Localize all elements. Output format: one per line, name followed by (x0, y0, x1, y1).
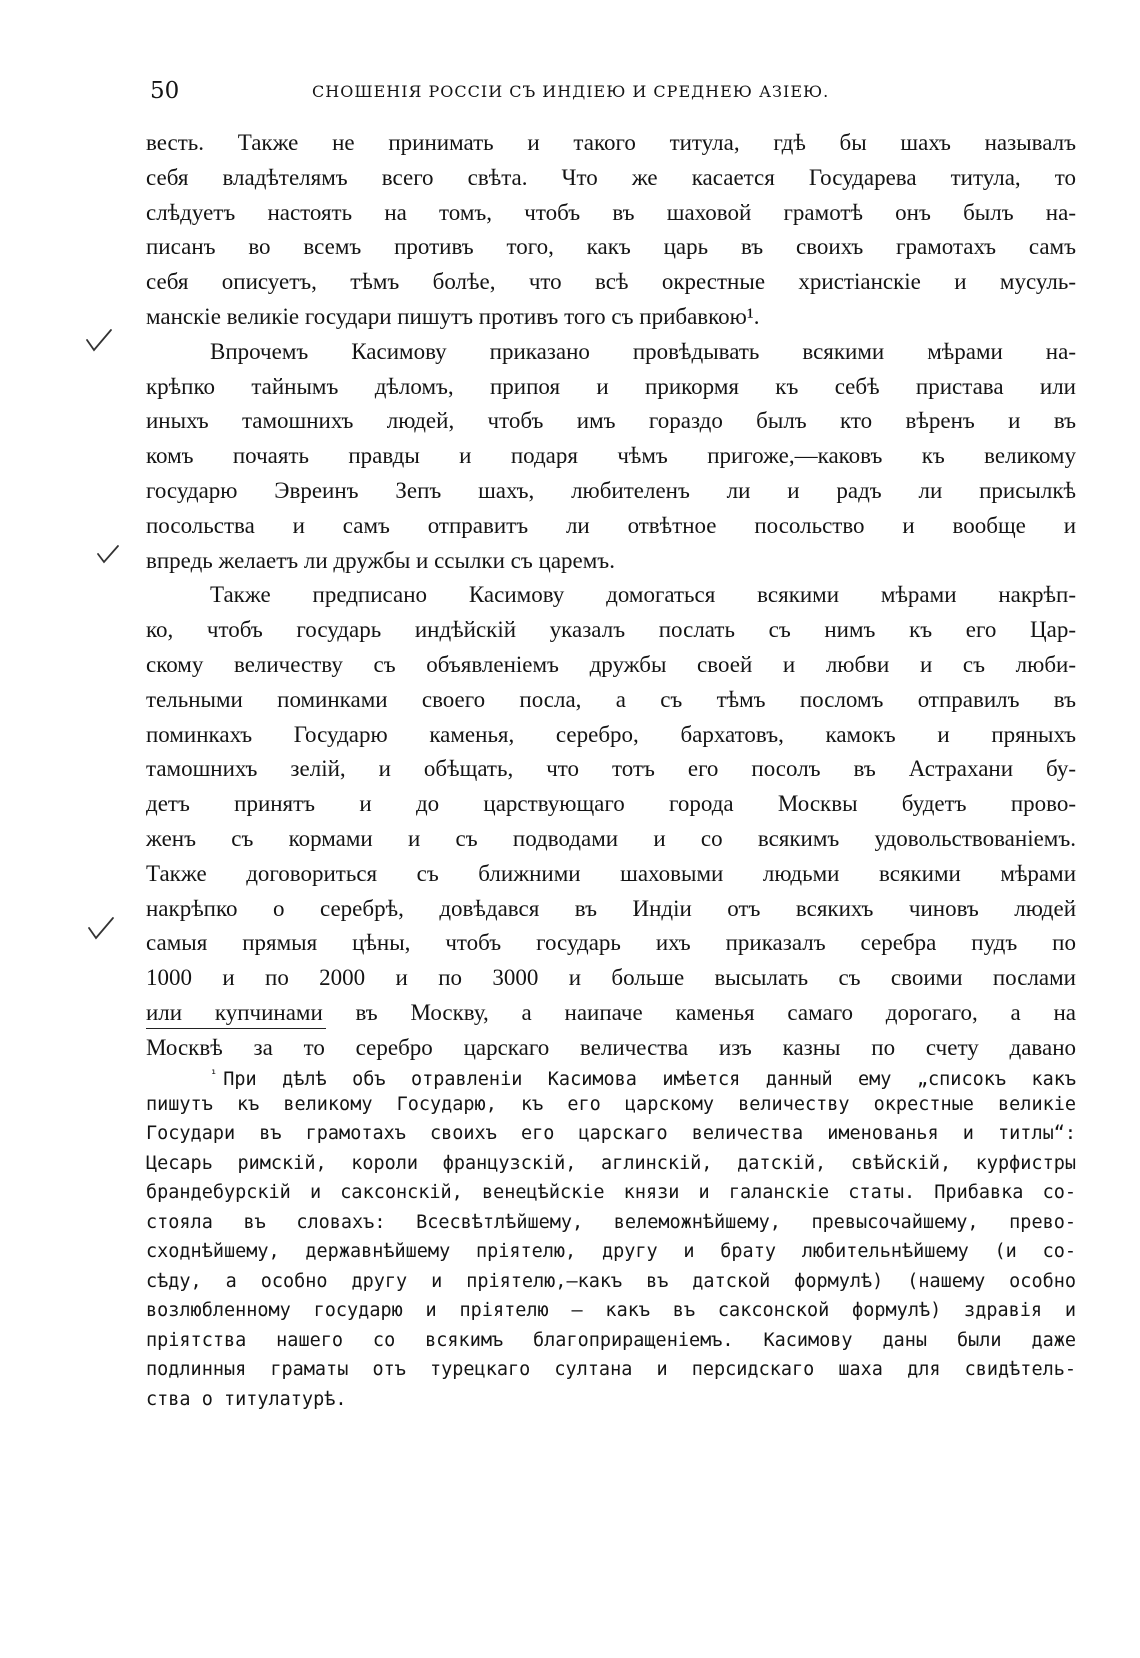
footnote-line: подлинныя граматы отъ турецкаго султана и персидскаго шаха для свидѣтель- (146, 1359, 1076, 1380)
text-line: Также предписано Касимову домогаться всякими мѣрами накрѣп- (210, 582, 1076, 608)
text-line: ко, чтобъ государь индѣйскій указалъ послать съ нимъ къ его Цар- (146, 617, 1076, 643)
text-line: слѣдуетъ настоять на томъ, чтобъ въ шаховой грамотѣ онъ былъ на- (146, 199, 1076, 225)
text-line: государю Эвреинъ Зепъ шахъ, любителенъ ли и радъ ли присылкѣ (146, 477, 1076, 503)
text-line: тельными поминками своего посла, а съ тѣмъ посломъ отправилъ въ (146, 686, 1076, 712)
page-number: 50 (150, 78, 180, 104)
text-line: Москвѣ за то серебро царскаго величества изъ казны по счету давано (146, 1034, 1076, 1060)
text-line: скому величеству съ объявленіемъ дружбы своей и любви и съ люби- (146, 651, 1076, 677)
footnote-line (146, 1060, 1076, 1090)
margin-checkmark-icon (86, 914, 116, 944)
text-line: писанъ во всемъ противъ того, какъ царь въ своихъ грамотахъ самъ (146, 234, 1076, 260)
footnote-line: ства о титулатурѣ. (146, 1388, 347, 1410)
text-line: весть. Также не принимать и такого титула, гдѣ бы шахъ называлъ (146, 130, 1076, 155)
footnote-marker: ¹ (210, 1067, 218, 1081)
text-line: комъ почаять правды и подаря чѣмъ пригоже,—каковъ къ великому (146, 443, 1076, 469)
text-line: крѣпко тайнымъ дѣломъ, припоя и прикормя къ себѣ пристава или (146, 373, 1076, 399)
text-line: накрѣпко о серебрѣ, довѣдався въ Индіи отъ всякихъ чиновъ людей (146, 895, 1076, 921)
margin-checkmark-icon (84, 326, 114, 356)
footnote-line: сѣду, а особно другу и пріятелю,—какъ въ датской формулѣ) (нашему особно (146, 1270, 1076, 1292)
text-line: себя владѣтелямъ всего свѣта. Что же касается Государева титула, то (146, 164, 1076, 190)
footnote-line: сходнѣйшему, державнѣйшему пріятелю, другу и брату любительнѣйшему (и со- (146, 1241, 1076, 1262)
footnote (146, 1060, 1076, 1414)
footnote-line: брандебурскій и саксонскій, венецѣйскіе князи и галанскіе статы. Прибавка со- (146, 1182, 1076, 1203)
text-line: посольства и самъ отправитъ ли отвѣтное посольство и вообще и (146, 512, 1076, 538)
main-body-text (146, 126, 1076, 1066)
footnote-line: Государи въ грамотахъ своихъ его царскаго величества именованья и титлы“: (146, 1123, 1076, 1144)
footnote-divider (146, 1028, 326, 1029)
text-line: себя описуетъ, тѣмъ болѣе, что всѣ окрестные христіанскіе и мусуль- (146, 269, 1076, 295)
footnote-line: пріятства нашего со всякимъ благоприращеніемъ. Касимову даны были даже (146, 1329, 1076, 1351)
running-title: СНОШЕНІЯ РОССІИ СЪ ИНДІЕЮ И СРЕДНЕЮ АЗІЕЮ. (312, 82, 830, 101)
text-line: Впрочемъ Касимову приказано провѣдывать всякими мѣрами на- (210, 338, 1076, 364)
footnote-line: стояла въ словахъ: Всесвѣтлѣйшему, велеможнѣйшему, превысочайшему, прево- (146, 1211, 1076, 1233)
text-line: 1000 и по 2000 и по 3000 и больше высылать съ своими послами (146, 965, 1076, 991)
page-header (150, 78, 1070, 108)
text-line: тамошнихъ зелій, и обѣщать, что тотъ его посолъ въ Астрахани бу- (146, 756, 1076, 782)
text-line: иныхъ тамошнихъ людей, чтобъ имъ гораздо былъ кто вѣренъ и въ (146, 408, 1076, 434)
text-line: самыя прямыя цѣны, чтобъ государь ихъ приказалъ серебра пудъ по (146, 930, 1076, 956)
text-line: впредь желаетъ ли дружбы и ссылки съ царемъ. (146, 547, 615, 573)
margin-checkmark-icon (94, 540, 124, 570)
text-line: детъ принятъ и до царствующаго города Москвы будетъ прово- (146, 791, 1076, 817)
text-line: манскіе великіе государи пишутъ противъ того съ прибавкою¹. (146, 303, 760, 329)
text-line: Также договориться съ ближними шаховыми людьми всякими мѣрами (146, 860, 1076, 886)
footnote-line: Цесарь римскій, короли французскій, аглинскій, датскій, свѣйскій, курфистры (146, 1152, 1076, 1174)
text-line: или купчинами въ Москву, а наипаче каменья самаго дорогаго, а на (146, 999, 1076, 1025)
footnote-line-text: При дѣлѣ объ отравленіи Касимова имѣется данный ему „списокъ какъ (223, 1069, 1076, 1091)
text-line: женъ съ кормами и съ подводами и со всякимъ удовольствованіемъ. (146, 825, 1076, 851)
text-line: поминкахъ Государю каменья, серебро, бархатовъ, камокъ и пряныхъ (146, 721, 1076, 747)
footnote-line: возлюбленному государю и пріятелю — какъ въ саксонской формулѣ) здравія и (146, 1300, 1076, 1321)
footnote-line: пишутъ къ великому Государю, къ его царскому величеству окрестные великіе (146, 1093, 1076, 1115)
